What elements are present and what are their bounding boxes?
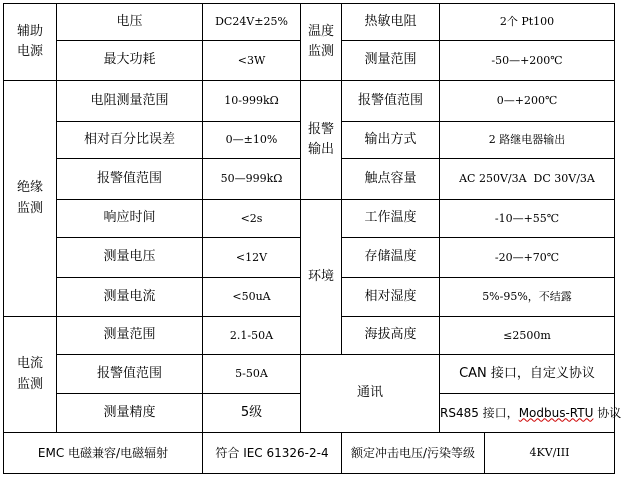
value-current-range: 2.1-50A: [203, 317, 301, 355]
label-alarm-range-ins: 报警值范围: [57, 159, 203, 200]
value-surge: 4KV/III: [485, 433, 615, 474]
label-voltage: 电压: [57, 4, 203, 41]
section-environment: 环境: [301, 200, 342, 355]
spec-table: [3, 3, 621, 474]
label-temp-range: 测量范围: [342, 41, 440, 81]
section-current: 电流 监测: [4, 317, 57, 433]
label-accuracy: 测量精度: [57, 394, 203, 433]
value-output-mode: 2 路继电器输出: [440, 122, 615, 159]
value-relative-error: 0—±10%: [203, 122, 301, 159]
label-current-range: 测量范围: [57, 317, 203, 355]
label-alarm-range-temp: 报警值范围: [342, 81, 440, 122]
label-communication: 通讯: [301, 355, 440, 433]
label-max-power: 最大功耗: [57, 41, 203, 81]
value-temp-range: -50—+200℃: [440, 41, 615, 81]
value-thermistor: 2个 Pt100: [440, 4, 615, 41]
value-resistance-range: 10-999kΩ: [203, 81, 301, 122]
value-alarm-range-temp: 0—+200℃: [440, 81, 615, 122]
label-humidity: 相对湿度: [342, 278, 440, 317]
value-rs485: RS485 接口，Modbus-RTU 协议: [440, 394, 615, 433]
label-response-time: 响应时间: [57, 200, 203, 238]
value-storage-temp: -20—+70℃: [440, 238, 615, 278]
value-alarm-range-ins: 50—999kΩ: [203, 159, 301, 200]
section-aux-power: 辅助 电源: [4, 4, 57, 81]
section-temp: 温度 监测: [301, 4, 342, 81]
label-surge: 额定冲击电压/污染等级: [342, 433, 485, 474]
value-humidity: 5%-95%，不结露: [440, 278, 615, 317]
label-emc: EMC 电磁兼容/电磁辐射: [4, 433, 203, 474]
label-measure-voltage: 测量电压: [57, 238, 203, 278]
label-contact-capacity: 触点容量: [342, 159, 440, 200]
value-measure-current: <50uA: [203, 278, 301, 317]
value-contact-capacity: AC 250V/3A DC 30V/3A: [440, 159, 615, 200]
label-resistance-range: 电阻测量范围: [57, 81, 203, 122]
value-work-temp: -10—+55℃: [440, 200, 615, 238]
value-emc: 符合 IEC 61326-2-4: [203, 433, 342, 474]
value-current-alarm-range: 5-50A: [203, 355, 301, 394]
label-altitude: 海拔高度: [342, 317, 440, 355]
label-storage-temp: 存储温度: [342, 238, 440, 278]
value-accuracy: 5级: [203, 394, 301, 433]
value-measure-voltage: <12V: [203, 238, 301, 278]
value-max-power: <3W: [203, 41, 301, 81]
label-relative-error: 相对百分比误差: [57, 122, 203, 159]
label-thermistor: 热敏电阻: [342, 4, 440, 41]
label-work-temp: 工作温度: [342, 200, 440, 238]
value-voltage: DC24V±25%: [203, 4, 301, 41]
value-can: CAN 接口，自定义协议: [440, 355, 615, 394]
section-alarm-output: 报警 输出: [301, 81, 342, 200]
label-current-alarm-range: 报警值范围: [57, 355, 203, 394]
value-response-time: <2s: [203, 200, 301, 238]
protocol-modbus: Modbus-RTU: [518, 405, 594, 420]
label-measure-current: 测量电流: [57, 278, 203, 317]
label-output-mode: 输出方式: [342, 122, 440, 159]
section-insulation: 绝缘 监测: [4, 81, 57, 317]
value-altitude: ≤2500m: [440, 317, 615, 355]
